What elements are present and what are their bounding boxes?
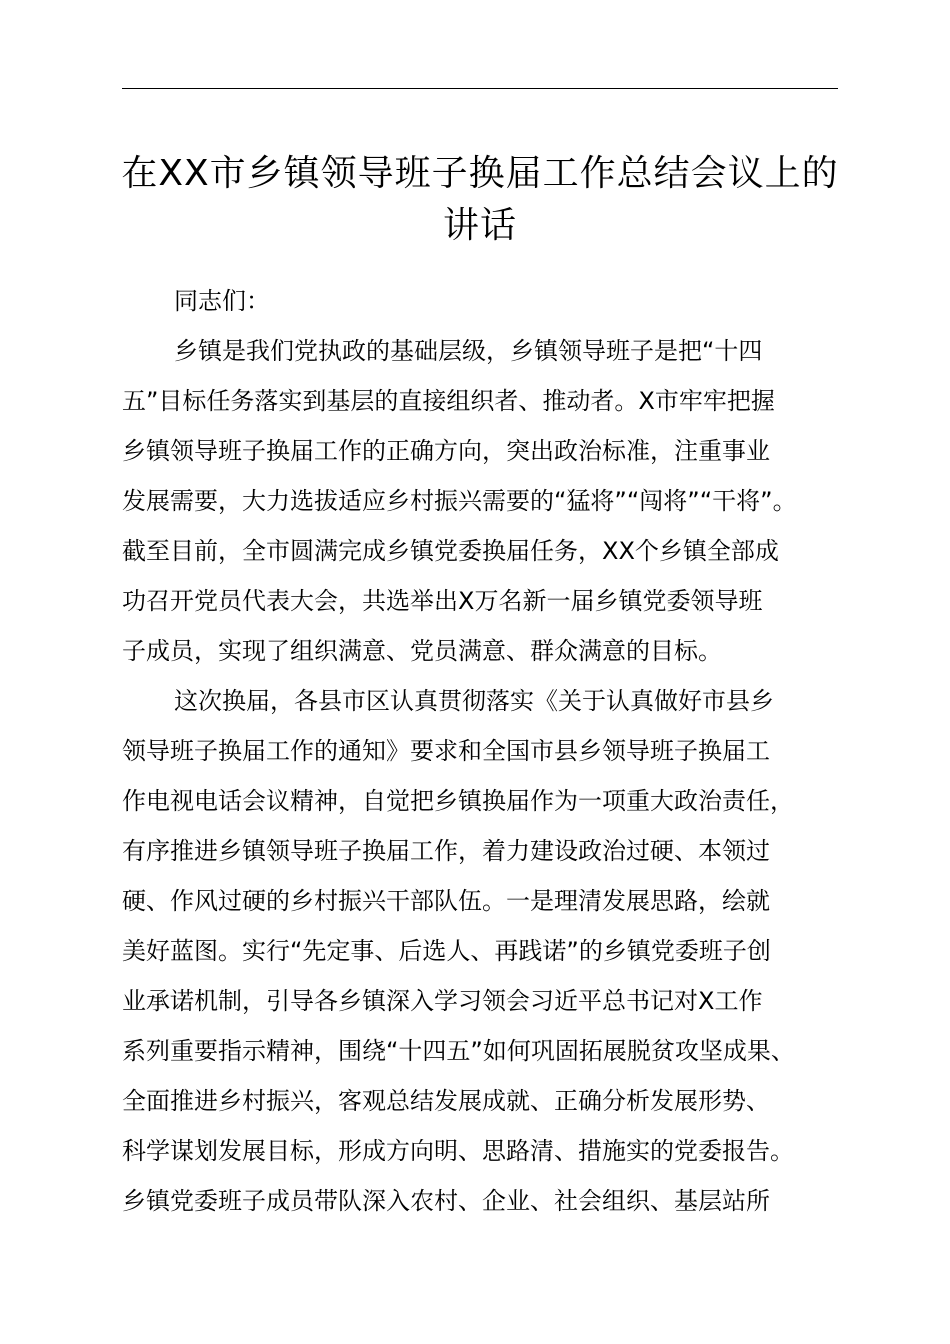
paragraph-line: 五”目标任务落实到基层的直接组织者、推动者。X市牢牢把握 [122,387,775,415]
paragraph-line: 有序推进乡镇领导班子换届工作，着力建设政治过硬、本领过 [122,837,770,865]
document-title [110,148,850,252]
greeting [122,276,838,326]
paragraph-line: 乡镇是我们党执政的基础层级，乡镇领导班子是把“十四 [174,337,763,365]
paragraph-line: 发展需要，大力选拔适应乡村振兴需要的“猛将”“闯将”“干将”。 [122,487,797,515]
paragraph-2 [122,676,838,1226]
paragraph-line: 子成员，实现了组织满意、党员满意、群众满意的目标。 [122,637,722,665]
paragraph-line: 领导班子换届工作的通知》要求和全国市县乡领导班子换届工 [122,737,770,765]
paragraph-line: 硬、作风过硬的乡村振兴干部队伍。一是理清发展思路，绘就 [122,887,770,915]
paragraph-line: 业承诺机制，引导各乡镇深入学习领会习近平总书记对X工作 [122,987,763,1015]
paragraph-line: 全面推进乡村振兴，客观总结发展成就、正确分析发展形势、 [122,1087,770,1115]
paragraph-line: 功召开党员代表大会，共选举出X万名新一届乡镇党委领导班 [122,587,763,615]
paragraph-line: 美好蓝图。实行“先定事、后选人、再践诺”的乡镇党委班子创 [122,937,771,965]
paragraph-line: 科学谋划发展目标，形成方向明、思路清、措施实的党委报告。 [122,1137,794,1165]
paragraph-line: 作电视电话会议精神，自觉把乡镇换届作为一项重大政治责任， [122,787,794,815]
paragraph-line: 这次换届，各县市区认真贯彻落实《关于认真做好市县乡 [174,687,774,715]
title-line-1: 在XX市乡镇领导班子换届工作总结会议上的 [121,153,839,194]
paragraph-line: 乡镇领导班子换届工作的正确方向，突出政治标准，注重事业 [122,437,770,465]
greeting-text: 同志们： [174,287,270,315]
paragraph-line: 系列重要指示精神，围绕“十四五”如何巩固拓展脱贫攻坚成果、 [122,1037,795,1065]
title-line-2: 讲话 [442,205,517,246]
document-body [122,276,838,1226]
header-rule [122,88,838,89]
paragraph-1 [122,326,838,676]
paragraph-line: 乡镇党委班子成员带队深入农村、企业、社会组织、基层站所 [122,1187,770,1215]
paragraph-line: 截至目前，全市圆满完成乡镇党委换届任务，XX个乡镇全部成 [122,537,779,565]
